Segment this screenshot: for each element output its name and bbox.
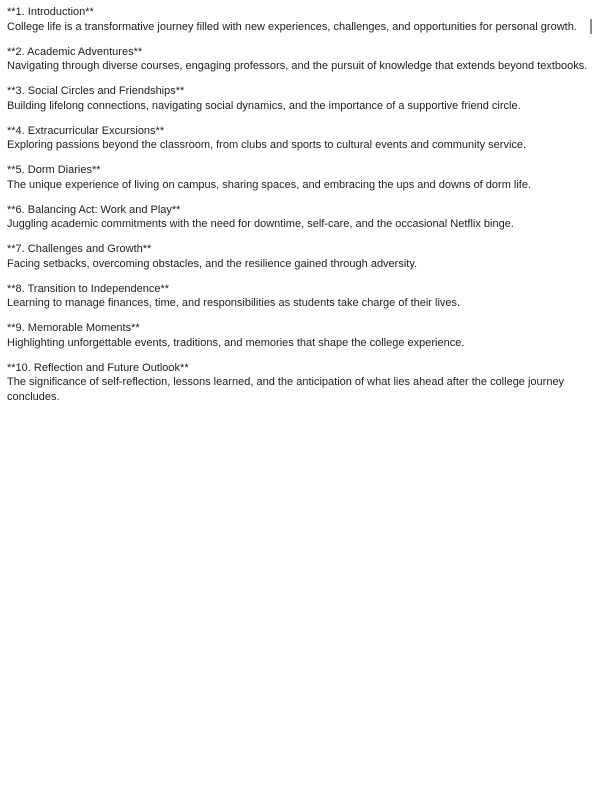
section-heading: **5. Dorm Diaries**	[7, 164, 101, 176]
section-heading: **6. Balancing Act: Work and Play**	[7, 203, 181, 216]
section-heading: **2. Academic Adventures**	[7, 45, 143, 58]
section-transition-independence	[7, 282, 590, 311]
section-heading: **10. Reflection and Future Outlook**	[7, 361, 189, 374]
section-body: Navigating through diverse courses, engaging professors, and the pursuit of knowledge that extends beyond textbooks.	[7, 60, 588, 72]
section-heading: **1. Introduction**	[7, 6, 94, 18]
section-social-circles	[7, 84, 590, 113]
section-body: Highlighting unforgettable events, traditions, and memories that shape the college experience.	[7, 336, 465, 349]
section-extracurricular	[7, 124, 590, 153]
text-cursor	[590, 19, 592, 34]
section-balancing-act	[7, 203, 590, 232]
section-body: Building lifelong connections, navigating social dynamics, and the importance of a supportive friend circle.	[7, 99, 521, 112]
section-academic-adventures	[7, 45, 590, 74]
section-heading: **7. Challenges and Growth**	[7, 243, 152, 255]
section-heading: **4. Extracurricular Excursions**	[7, 124, 165, 137]
section-body: Learning to manage finances, time, and responsibilities as students take charge of their lives.	[7, 297, 461, 309]
section-body: Facing setbacks, overcoming obstacles, and the resilience gained through adversity.	[7, 257, 418, 270]
section-body: College life is a transformative journey filled with new experiences, challenges, and opportunities for personal growth.	[7, 20, 577, 33]
section-heading: **3. Social Circles and Friendships**	[7, 85, 185, 97]
section-heading: **8. Transition to Independence**	[7, 282, 170, 295]
section-heading: **9. Memorable Moments**	[7, 322, 140, 334]
section-body: The significance of self-reflection, lessons learned, and the anticipation of what lies ahead after the college journey concludes.	[7, 376, 568, 403]
section-memorable-moments	[7, 321, 590, 350]
section-reflection-outlook	[7, 361, 590, 405]
section-challenges-growth	[7, 242, 590, 271]
section-body: Exploring passions beyond the classroom, from clubs and sports to cultural events and community service.	[7, 139, 527, 151]
section-introduction	[7, 5, 590, 34]
section-body: Juggling academic commitments with the need for downtime, self-care, and the occasional Netflix binge.	[7, 218, 514, 230]
section-body: The unique experience of living on campus, sharing spaces, and embracing the ups and downs of dorm life.	[7, 178, 532, 191]
section-dorm-diaries	[7, 163, 590, 192]
